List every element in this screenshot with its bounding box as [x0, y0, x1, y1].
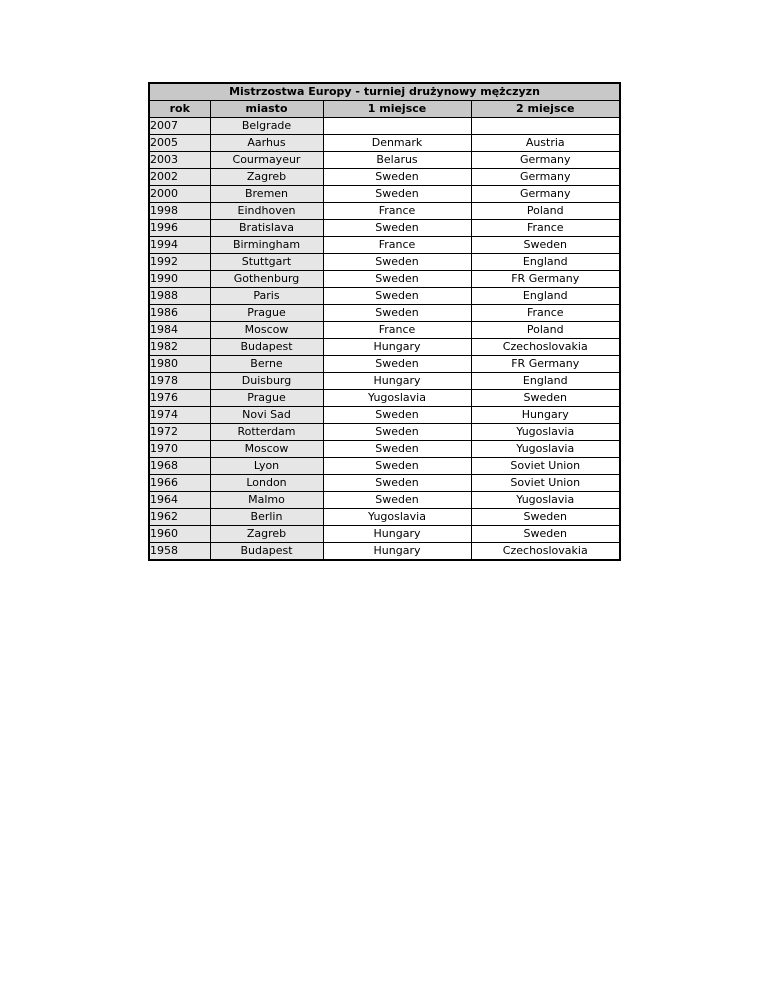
table-row [149, 186, 620, 203]
cell-year: 1984 [149, 322, 210, 339]
cell-year: 1968 [149, 458, 210, 475]
cell-city: London [210, 475, 323, 492]
cell-year: 1988 [149, 288, 210, 305]
cell-city: Aarhus [210, 135, 323, 152]
results-table [148, 82, 621, 561]
cell-city: Prague [210, 305, 323, 322]
cell-first-place: Hungary [323, 373, 471, 390]
cell-first-place: Sweden [323, 492, 471, 509]
cell-second-place: England [471, 254, 620, 271]
table-row [149, 305, 620, 322]
cell-second-place: Hungary [471, 407, 620, 424]
table-row [149, 135, 620, 152]
table-row [149, 118, 620, 135]
cell-city: Belgrade [210, 118, 323, 135]
cell-year: 2005 [149, 135, 210, 152]
header-first-place: 1 miejsce [323, 101, 471, 118]
cell-city: Budapest [210, 339, 323, 356]
cell-first-place: Sweden [323, 407, 471, 424]
table-row [149, 373, 620, 390]
table-row [149, 407, 620, 424]
cell-first-place: Sweden [323, 220, 471, 237]
cell-year: 1996 [149, 220, 210, 237]
cell-second-place: Soviet Union [471, 475, 620, 492]
cell-second-place: Poland [471, 322, 620, 339]
cell-city: Gothenburg [210, 271, 323, 288]
cell-second-place: England [471, 288, 620, 305]
cell-first-place: Sweden [323, 356, 471, 373]
cell-first-place: Yugoslavia [323, 509, 471, 526]
cell-second-place: Poland [471, 203, 620, 220]
cell-second-place [471, 118, 620, 135]
cell-first-place: Sweden [323, 271, 471, 288]
table-header-row [149, 101, 620, 118]
cell-second-place: Sweden [471, 509, 620, 526]
cell-year: 1990 [149, 271, 210, 288]
cell-year: 2003 [149, 152, 210, 169]
cell-first-place: Sweden [323, 441, 471, 458]
header-second-place: 2 miejsce [471, 101, 620, 118]
cell-first-place: Sweden [323, 186, 471, 203]
cell-second-place: FR Germany [471, 356, 620, 373]
cell-city: Eindhoven [210, 203, 323, 220]
cell-year: 1970 [149, 441, 210, 458]
cell-city: Zagreb [210, 526, 323, 543]
cell-city: Moscow [210, 322, 323, 339]
cell-first-place: Sweden [323, 169, 471, 186]
table-row [149, 152, 620, 169]
cell-city: Zagreb [210, 169, 323, 186]
cell-year: 2002 [149, 169, 210, 186]
cell-first-place: Yugoslavia [323, 390, 471, 407]
table-row [149, 543, 620, 561]
table-row [149, 203, 620, 220]
cell-first-place: Hungary [323, 543, 471, 561]
header-year: rok [149, 101, 210, 118]
cell-second-place: Czechoslovakia [471, 339, 620, 356]
header-city: miasto [210, 101, 323, 118]
cell-first-place: France [323, 322, 471, 339]
cell-year: 1994 [149, 237, 210, 254]
table-row [149, 169, 620, 186]
table-row [149, 237, 620, 254]
cell-city: Rotterdam [210, 424, 323, 441]
cell-year: 1976 [149, 390, 210, 407]
cell-first-place: France [323, 237, 471, 254]
cell-year: 1978 [149, 373, 210, 390]
table-row [149, 526, 620, 543]
table-row [149, 356, 620, 373]
cell-city: Budapest [210, 543, 323, 561]
cell-second-place: Sweden [471, 237, 620, 254]
table-title-row [149, 83, 620, 101]
cell-year: 1958 [149, 543, 210, 561]
cell-year: 1986 [149, 305, 210, 322]
cell-first-place: France [323, 203, 471, 220]
cell-second-place: France [471, 220, 620, 237]
cell-second-place: Yugoslavia [471, 492, 620, 509]
cell-second-place: Czechoslovakia [471, 543, 620, 561]
cell-city: Paris [210, 288, 323, 305]
cell-first-place: Sweden [323, 424, 471, 441]
cell-year: 1980 [149, 356, 210, 373]
table-row [149, 424, 620, 441]
cell-first-place: Sweden [323, 305, 471, 322]
cell-first-place: Sweden [323, 475, 471, 492]
table-row [149, 441, 620, 458]
cell-city: Moscow [210, 441, 323, 458]
cell-year: 1972 [149, 424, 210, 441]
cell-city: Berlin [210, 509, 323, 526]
table-row [149, 271, 620, 288]
cell-city: Bremen [210, 186, 323, 203]
cell-second-place: FR Germany [471, 271, 620, 288]
table-body [149, 118, 620, 561]
cell-first-place: Hungary [323, 339, 471, 356]
cell-first-place: Sweden [323, 458, 471, 475]
table-row [149, 220, 620, 237]
cell-city: Berne [210, 356, 323, 373]
cell-year: 1974 [149, 407, 210, 424]
cell-city: Courmayeur [210, 152, 323, 169]
table-row [149, 475, 620, 492]
cell-second-place: Germany [471, 169, 620, 186]
cell-second-place: France [471, 305, 620, 322]
cell-second-place: Yugoslavia [471, 441, 620, 458]
cell-first-place [323, 118, 471, 135]
cell-second-place: Soviet Union [471, 458, 620, 475]
cell-first-place: Sweden [323, 254, 471, 271]
cell-city: Duisburg [210, 373, 323, 390]
table-row [149, 339, 620, 356]
cell-first-place: Belarus [323, 152, 471, 169]
table-row [149, 322, 620, 339]
table-row [149, 390, 620, 407]
cell-city: Lyon [210, 458, 323, 475]
table-row [149, 254, 620, 271]
cell-city: Prague [210, 390, 323, 407]
cell-year: 1992 [149, 254, 210, 271]
cell-second-place: England [471, 373, 620, 390]
cell-year: 1962 [149, 509, 210, 526]
cell-year: 1964 [149, 492, 210, 509]
cell-year: 1982 [149, 339, 210, 356]
cell-second-place: Germany [471, 152, 620, 169]
table-row [149, 288, 620, 305]
cell-city: Bratislava [210, 220, 323, 237]
cell-year: 1960 [149, 526, 210, 543]
table-row [149, 458, 620, 475]
cell-first-place: Sweden [323, 288, 471, 305]
cell-year: 2000 [149, 186, 210, 203]
cell-first-place: Denmark [323, 135, 471, 152]
cell-second-place: Yugoslavia [471, 424, 620, 441]
cell-second-place: Germany [471, 186, 620, 203]
cell-city: Stuttgart [210, 254, 323, 271]
cell-year: 2007 [149, 118, 210, 135]
table-row [149, 509, 620, 526]
cell-year: 1966 [149, 475, 210, 492]
cell-city: Malmo [210, 492, 323, 509]
table-row [149, 492, 620, 509]
table-title: Mistrzostwa Europy - turniej drużynowy mężczyzn [149, 83, 620, 101]
cell-first-place: Hungary [323, 526, 471, 543]
cell-city: Birmingham [210, 237, 323, 254]
cell-second-place: Sweden [471, 390, 620, 407]
cell-second-place: Sweden [471, 526, 620, 543]
cell-year: 1998 [149, 203, 210, 220]
cell-city: Novi Sad [210, 407, 323, 424]
cell-second-place: Austria [471, 135, 620, 152]
